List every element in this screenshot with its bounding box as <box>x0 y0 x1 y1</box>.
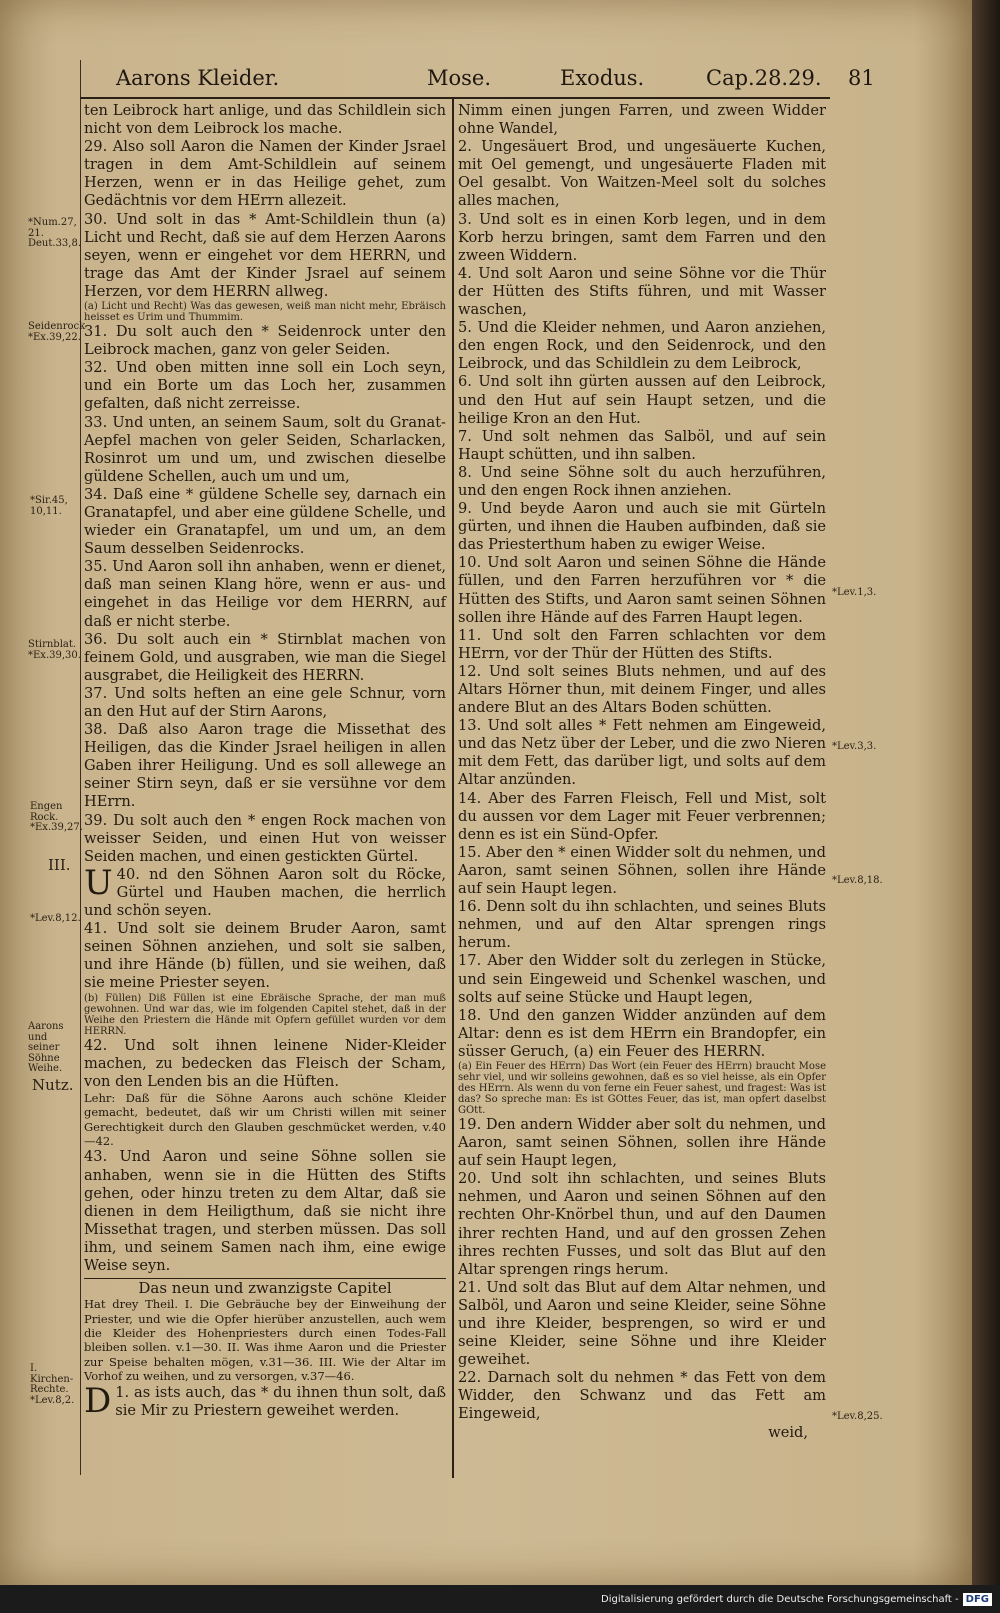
catchword: weid, <box>768 1423 808 1441</box>
header-chapter: Cap.28.29. <box>706 66 822 90</box>
verse-text: 21. Und solt das Blut auf dem Altar nehmen, und Salböl, und Aaron und seine Kleider, seine Söhne und ihre Kleider, besprengen, so wird er und seine Kleider, seine Söhne und ihre Kleider geweihet. <box>458 1278 826 1369</box>
running-header <box>80 66 880 98</box>
verse-with-initial <box>84 862 446 920</box>
verse-text: as ists auch, das * du ihnen thun solt, daß sie Mir zu Priestern geweihet werden. <box>115 1383 446 1419</box>
footer-credit: Digitalisierung gefördert durch die Deutsche Forschungsgemeinschaft - <box>601 1593 959 1605</box>
verse-text: 37. Und solts heften an eine gele Schnur, vorn an den Hut auf der Stirn Aarons, <box>84 684 446 720</box>
verse-text: 9. Und beyde Aaron und auch sie mit Gürteln gürten, und ihnen die Hauben aufbinden, daß sie das Priesterthum haben zu ewiger Weise. <box>458 500 826 554</box>
verse-text: 4. Und solt Aaron und seine Söhne vor die Thür der Hütten des Stifts führen, und mit Wasser waschen, <box>458 264 826 319</box>
left-margin-rule <box>28 60 86 1475</box>
margin-note-right: *Lev.1,3. <box>832 587 877 598</box>
verse-text: 31. Du solt auch den * Seidenrock unter den Leibrock machen, ganz von geler Seiden. <box>84 323 446 359</box>
verse-number: 1. <box>115 1383 130 1401</box>
footnote: (b) Füllen) Diß Füllen ist eine Ebräische Sprache, der man muß gewohnen. Und war das, wie im folgenden Capitel stehet, daß in der Weihe den Priestern die Hände mit Opfern gefüllet wurden vor dem HERRN. <box>84 992 446 1037</box>
left-text-column <box>84 102 446 1420</box>
verse-text: 10. Und solt Aaron und seinen Söhne die Hände füllen, und den Farren herzuführen vor * die Hütten des Stifts, und Aaron samt seinen Söhnen sollen ihre Hände auf des Farren Haupt legen. <box>458 554 826 626</box>
footnote: (a) Ein Feuer des HErrn) Das Wort (ein Feuer des HErrn) braucht Mose sehr viel, und wir solleins gewohnen, daß es so viel heisse, als ein Opfer des HErrn. Als wenn du von ferne ein Feuer sahest, und fragest: Was ist das? So spreche man: Es ist GOttes Feuer, das ist, man opfert daselbst GOtt. <box>458 1060 826 1116</box>
verse-text: 34. Daß eine * güldene Schelle sey, darnach ein Granatapfel, und aber eine güldene Schelle, und wieder ein Granatapfel, um und um, an dem Saum desselben Seidenrocks. <box>84 485 446 558</box>
verse-text: 39. Du solt auch den * engen Rock machen von weisser Seiden, und einen Hut von weisser Seiden machen, und einen gestickten Gürtel. <box>84 811 446 865</box>
drop-initial: D <box>84 1380 112 1421</box>
verse-text: 20. Und solt ihn schlachten, und seines Bluts nehmen, und Aaron und seinen Söhnen auf den rechten Ohr-Knörbel thun, und auf den Daumen ihrer rechten Hand, und auf den grossen Zehen ihres rechten Fusses, und solt das Blut auf den Altar sprengen rings herum. <box>458 1170 826 1278</box>
verse-text: ten Leibrock hart anlige, und das Schildlein sich nicht von dem Leibrock los mache. <box>84 102 446 138</box>
margin-note-left: *Num.27, 21. Deut.33,8. <box>28 217 82 249</box>
verse-text: 2. Ungesäuert Brod, und ungesäuerte Kuchen, mit Oel gemengt, und ungesäuerte Fladen mit Oel gesalbt. Von Waitzen-Meel solt du solches alles machen, <box>458 138 826 210</box>
margin-note-left: Seidenrock *Ex.39,22. <box>28 321 86 343</box>
verse-text: 14. Aber des Farren Fleisch, Fell und Mist, solt du aussen vor dem Lager mit Feuer verbrennen; denn es ist ein Sünd-Opfer. <box>458 789 826 843</box>
header-book-name: Mose. <box>427 66 492 90</box>
margin-note-left: *Lev.8,12. <box>30 913 81 924</box>
dfg-logo: DFG <box>963 1593 992 1606</box>
column-divider <box>452 98 454 1478</box>
digitization-footer <box>0 1585 1000 1613</box>
book-edge <box>972 0 1000 1585</box>
margin-note-left: Stirnblat. *Ex.39,30. <box>28 639 81 661</box>
verse-number: 40. <box>116 865 140 883</box>
verse-text: 15. Aber den * einen Widder solt du nehmen, und Aaron, samt seinen Söhnen, sollen ihre Hände auf sein Haupt legen. <box>458 843 826 898</box>
verse-text: nd den Söhnen Aaron solt du Röcke, Gürtel und Hauben machen, die herrlich und schön seyen. <box>84 865 446 920</box>
header-book-latin: Exodus. <box>560 66 645 90</box>
verse-text: 18. Und den ganzen Widder anzünden auf dem Altar: denn es ist dem HErrn ein Brandopfer, ein süsser Geruch, (a) ein Feuer des HERRN. <box>458 1006 826 1060</box>
margin-note-right: *Lev.3,3. <box>832 741 877 752</box>
verse-text: 16. Denn solt du ihn schlachten, und seines Bluts nehmen, und auf den Altar sprengen rings herum. <box>458 898 826 952</box>
verse-text: 36. Du solt auch ein * Stirnblat machen von feinem Gold, und ausgraben, wie man die Siegel ausgrabet, die Heiligkeit des HERRN. <box>84 630 446 684</box>
verse-text: 29. Also soll Aaron die Namen der Kinder Jsrael tragen in dem Amt-Schildlein auf seinem Herzen, wenn er in das Heilige gehet, zum Gedächtnis vor dem HErrn allezeit. <box>84 138 446 210</box>
verse-text: 5. Und die Kleider nehmen, und Aaron anziehen, den engen Rock, und den Seidenrock, und den Leibrock, und das Schildlein zu dem Leibrock, <box>458 319 826 373</box>
margin-note-right: *Lev.8,18. <box>832 875 883 886</box>
margin-note-left: Nutz. <box>32 1076 74 1094</box>
header-rule <box>80 97 830 99</box>
drop-initial: U <box>84 862 113 903</box>
verse-text: 12. Und solt seines Bluts nehmen, und auf des Altars Hörner thun, mit deinem Finger, und alles andere Blut an des Altars Boden schütten. <box>458 662 826 717</box>
lesson-note: Lehr: Daß für die Söhne Aarons auch schöne Kleider gemacht, bedeutet, daß wir um Christi willen mit seiner Gerechtigkeit durch den Glauben geschmücket werden, v.40—42. <box>84 1090 446 1148</box>
verse-text: 30. Und solt in das * Amt-Schildlein thun (a) Licht und Recht, daß sie auf dem Herzen Aarons seyen, wenn er eingehet vor dem HERRN, und trage das Amt der Kinder Jsrael auf seinem Herzen, vor dem HERRN allweg. <box>84 210 446 300</box>
margin-note-left: I. Kirchen-Rechte. *Lev.8,2. <box>30 1363 75 1406</box>
verse-text: 38. Daß also Aaron trage die Missethat des Heiligen, das die Kinder Jsrael heiligen in allen Gaben ihrer Heiligung. Und es soll allewege an seiner Stirn seyn, daß er sie versühne vor dem HErrn. <box>84 721 446 811</box>
margin-note-left: III. <box>48 856 71 874</box>
right-text-column <box>458 102 826 1442</box>
verse-with-initial <box>84 1380 446 1421</box>
verse-text: 43. Und Aaron und seine Söhne sollen sie anhaben, wenn sie in die Hütten des Stifts gehen, oder hinzu treten zu dem Altar, daß sie dienen in dem Heiligthum, daß sie nicht ihre Missethat tragen, und sterben müssen. Das soll ihm, und seinem Samen nach ihm, eine ewige Weise seyn. <box>84 1148 446 1274</box>
margin-note-right: *Lev.8,25. <box>832 1411 883 1422</box>
verse-text: 13. Und solt alles * Fett nehmen am Eingeweid, und das Netz über der Leber, und die zwo Nieren mit dem Fett, das darüber ligt, und solts auf dem Altar anzünden. <box>458 717 826 789</box>
verse-text: Nimm einen jungen Farren, und zween Widder ohne Wandel, <box>458 102 826 138</box>
verse-text: 17. Aber den Widder solt du zerlegen in Stücke, und sein Eingeweid und Schenkel waschen, und solts auf seine Stücke und Haupt legen, <box>458 952 826 1006</box>
verse-text: 6. Und solt ihn gürten aussen auf den Leibrock, und den Hut auf sein Haupt setzen, und die heilige Kron an den Hut. <box>458 373 826 427</box>
verse-text: 7. Und solt nehmen das Salböl, und auf sein Haupt schütten, und ihn salben. <box>458 427 826 463</box>
verse-text: 35. Und Aaron soll ihn anhaben, wenn er dienet, daß man seinen Klang höre, wenn er aus- und eingehet in das Heilige vor dem HERRN, auf daß er nicht sterbe. <box>84 558 446 630</box>
page-number: 81 <box>848 66 875 90</box>
verse-text: 11. Und solt den Farren schlachten vor dem HErrn, vor der Thür der Hütten des Stifts. <box>458 626 826 662</box>
chapter-heading: Das neun und zwanzigste Capitel <box>138 1279 392 1298</box>
margin-note-left: *Sir.45, 10,11. <box>30 495 68 517</box>
verse-text: 42. Und solt ihnen leinene Nider-Kleider machen, zu bedecken das Fleisch der Scham, von den Lenden bis an die Hüften. <box>84 1036 446 1090</box>
verse-text: 33. Und unten, an seinem Saum, solt du Granat-Aepfel machen von geler Seiden, Scharlacken, Rosinrot um und um, und zwischen dieselbe güldene Schellen, auch um und um, <box>84 413 446 485</box>
verse-text: 32. Und oben mitten inne soll ein Loch seyn, und ein Borte um das Loch her, zusammen gefalten, daß nicht zerreisse. <box>84 359 446 413</box>
chapter-summary: Hat drey Theil. I. Die Gebräuche bey der Einweihung der Priester, und wie die Opfer hierüber anzustellen, auch wem die Kleider des Hohenpriesters durch einen Todes-Fall bleiben sollen. v.1—30. II. Was ihme Aaron und die Priester zur Speise behalten mögen, v.31—36. III. Wie der Altar im Vorhof zu weihen, und zu versorgen, v.37—46. <box>84 1297 446 1384</box>
verse-text: 19. Den andern Widder aber solt du nehmen, und Aaron, samt seinen Söhnen, sollen ihre Hände auf sein Haupt legen, <box>458 1115 826 1170</box>
verse-text: 41. Und solt sie deinem Bruder Aaron, samt seinen Söhnen anziehen, und solt sie salben, und ihre Hände (b) füllen, und sie weihen, daß sie meine Priester seyen. <box>84 920 446 992</box>
margin-note-left: Engen Rock. *Ex.39,27. <box>30 801 83 833</box>
header-left-title: Aarons Kleider. <box>116 66 280 90</box>
margin-note-left: Aarons und seiner Söhne Weihe. <box>28 1021 64 1074</box>
verse-text: 22. Darnach solt du nehmen * das Fett von dem Widder, den Schwanz und das Fett am Eingeweid, <box>458 1369 826 1423</box>
footnote: (a) Licht und Recht) Was das gewesen, weiß man nicht mehr, Ebräisch heisset es Urim und Thummim. <box>84 301 446 324</box>
verse-text: 3. Und solt es in einen Korb legen, und in dem Korb herzu bringen, samt dem Farren und den zween Widdern. <box>458 210 826 264</box>
verse-text: 8. Und seine Söhne solt du auch herzuführen, und den engen Rock ihnen anziehen. <box>458 463 826 499</box>
